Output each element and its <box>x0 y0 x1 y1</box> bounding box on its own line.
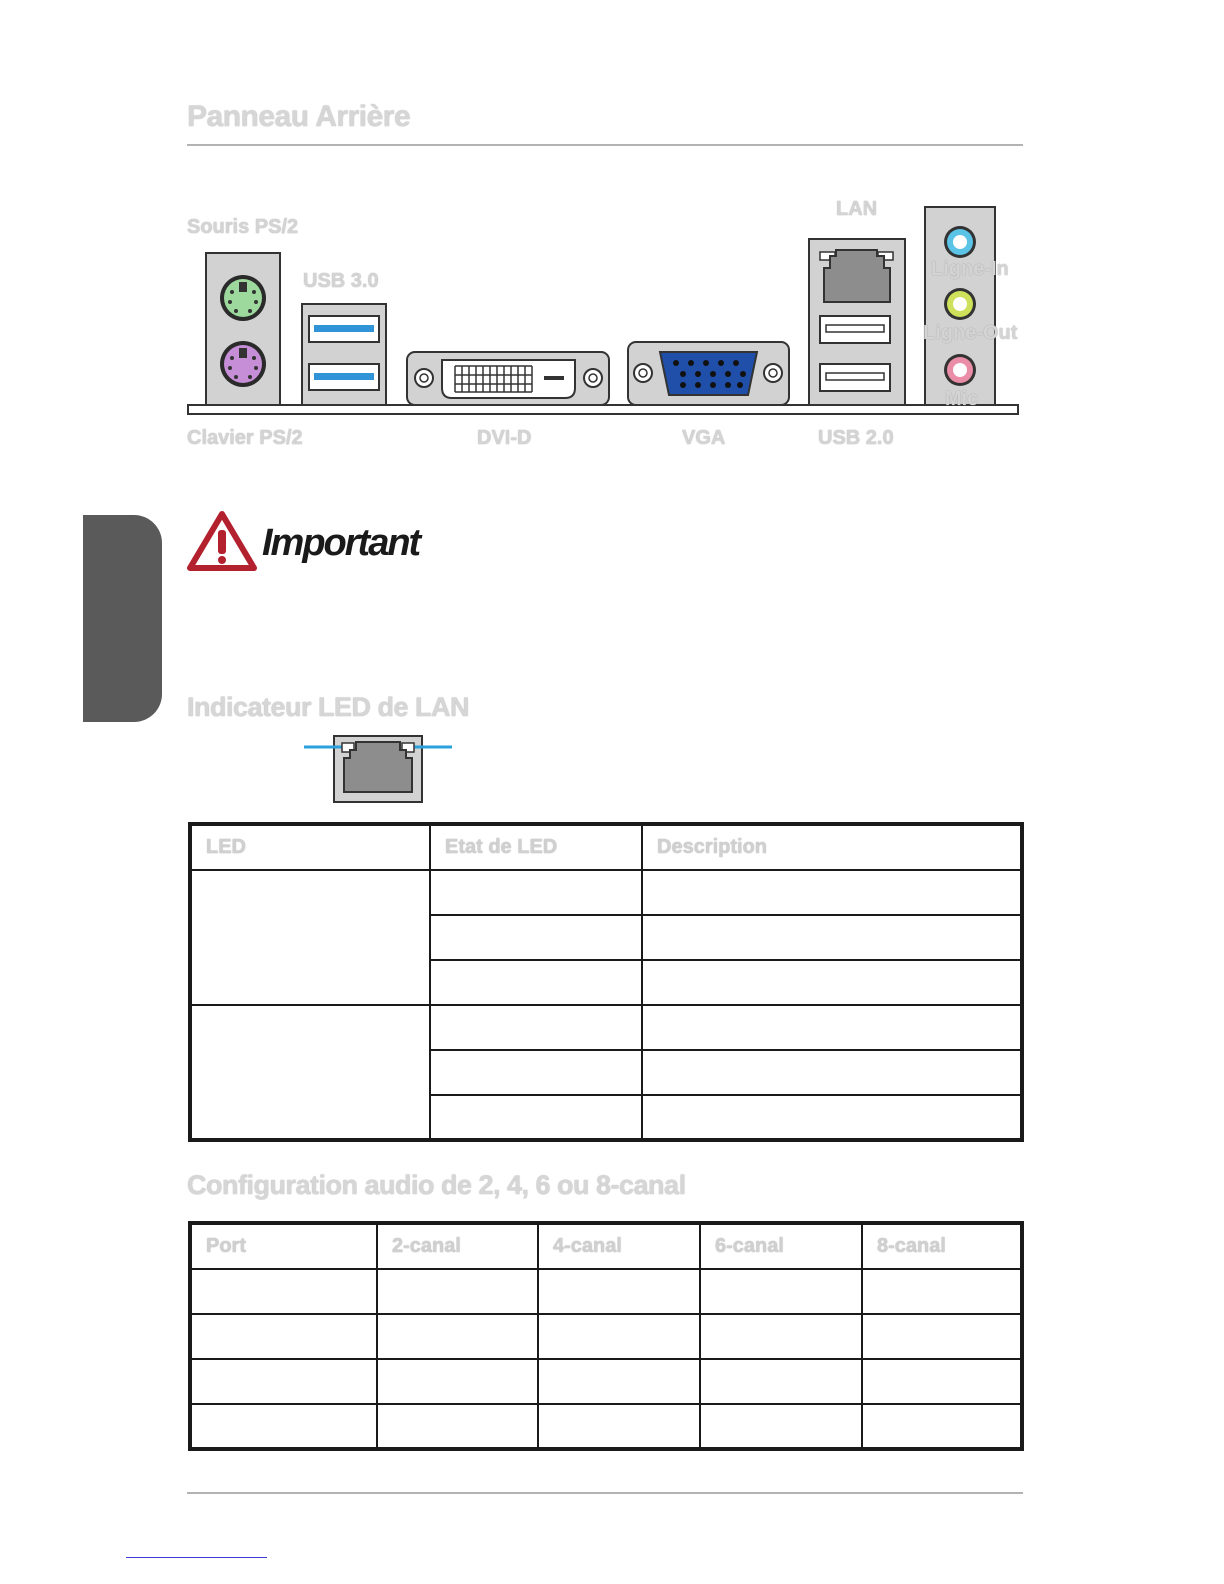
audio-config-table <box>188 1221 1024 1451</box>
table-cell <box>538 1359 700 1404</box>
lan-usb20-block <box>809 239 905 405</box>
label-ps2-mouse: Souris PS/2 <box>187 216 299 238</box>
table-cell <box>642 915 1022 960</box>
table-cell <box>700 1404 862 1449</box>
dvi-port <box>407 352 609 405</box>
table-cell <box>190 1404 377 1449</box>
lan-port <box>820 250 893 302</box>
vga-port <box>628 342 789 405</box>
table-cell <box>700 1314 862 1359</box>
warning-icon <box>186 510 258 572</box>
lan-led-diagram <box>300 732 460 806</box>
usb30-tongue-1 <box>314 325 374 332</box>
ps2-ports <box>206 253 280 405</box>
label-ps2-keyboard: Clavier PS/2 <box>187 427 303 449</box>
table-cell <box>430 1095 642 1140</box>
table-cell <box>538 1314 700 1359</box>
usb30-ports <box>302 304 386 405</box>
side-tab <box>83 515 162 722</box>
audio-header-4ch: 4-canal <box>538 1223 700 1269</box>
table-cell <box>862 1359 1022 1404</box>
table-cell <box>430 1005 642 1050</box>
table-cell <box>642 1005 1022 1050</box>
table-cell <box>642 870 1022 915</box>
audio-header-port: Port <box>190 1223 377 1269</box>
table-cell <box>430 960 642 1005</box>
audio-header-8ch: 8-canal <box>862 1223 1022 1269</box>
table-cell <box>862 1314 1022 1359</box>
table-cell <box>377 1269 538 1314</box>
footer-link-underline <box>126 1557 267 1558</box>
table-cell <box>700 1359 862 1404</box>
usb30-tongue-2 <box>314 373 374 380</box>
label-vga: VGA <box>682 427 726 449</box>
table-cell <box>642 1050 1022 1095</box>
label-usb20: USB 2.0 <box>818 427 894 449</box>
audio-config-title: Configuration audio de 2, 4, 6 ou 8-canal <box>187 1170 686 1200</box>
table-cell <box>538 1269 700 1314</box>
label-lan: LAN <box>836 198 878 220</box>
table-cell <box>377 1404 538 1449</box>
lan-led-header-description: Description <box>642 824 1022 870</box>
table-cell <box>862 1269 1022 1314</box>
label-line-out: Ligne-Out <box>923 322 1018 344</box>
lan-led-table <box>188 822 1024 1142</box>
label-dvi: DVI-D <box>477 427 532 449</box>
table-cell <box>430 870 642 915</box>
table-cell <box>642 1095 1022 1140</box>
lan-led-title: Indicateur LED de LAN <box>187 692 470 722</box>
ps2-mouse-port <box>220 275 266 321</box>
table-cell <box>190 1269 377 1314</box>
page-title: Panneau Arrière <box>187 100 411 133</box>
important-heading: Important <box>262 522 420 564</box>
table-cell <box>377 1359 538 1404</box>
table-cell <box>862 1404 1022 1449</box>
rear-panel-diagram <box>0 0 1224 460</box>
table-cell <box>190 1314 377 1359</box>
table-cell <box>430 915 642 960</box>
table-cell <box>700 1269 862 1314</box>
label-usb30: USB 3.0 <box>303 270 379 292</box>
lan-led-header-led: LED <box>190 824 430 870</box>
table-cell <box>430 1050 642 1095</box>
label-line-in: Ligne-In <box>931 258 1009 280</box>
audio-header-2ch: 2-canal <box>377 1223 538 1269</box>
lan-led-header-state: Etat de LED <box>430 824 642 870</box>
audio-header-6ch: 6-canal <box>700 1223 862 1269</box>
ps2-keyboard-port <box>220 341 266 387</box>
table-cell <box>642 960 1022 1005</box>
io-shield-base <box>188 405 1018 414</box>
table-cell <box>190 1005 430 1140</box>
footer-divider <box>187 1492 1023 1494</box>
table-cell <box>190 1359 377 1404</box>
label-mic: Mic <box>945 388 979 410</box>
table-cell <box>190 870 430 1005</box>
audio-jacks <box>925 207 995 405</box>
table-cell <box>377 1314 538 1359</box>
table-cell <box>538 1404 700 1449</box>
